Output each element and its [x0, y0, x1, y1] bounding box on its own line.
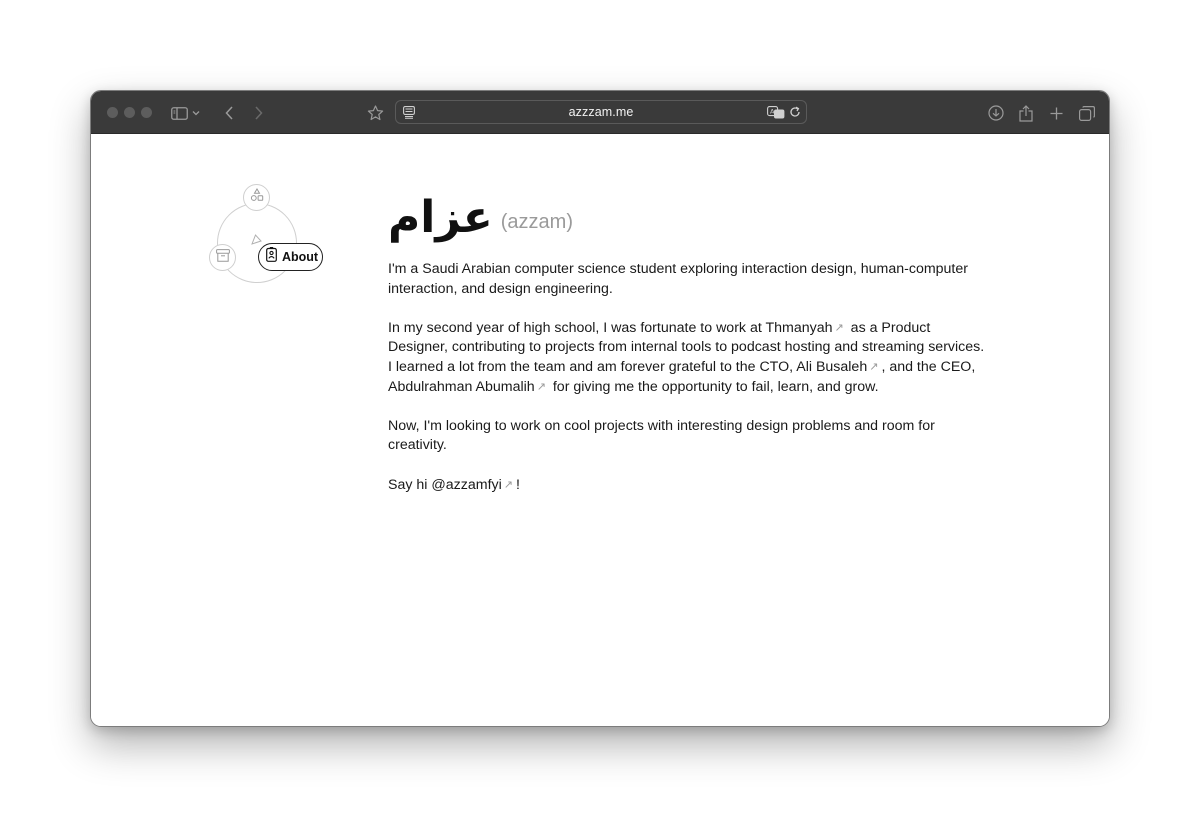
url-text: azzzam.me	[568, 105, 634, 119]
nav-item-projects[interactable]	[243, 184, 270, 211]
external-link-icon: ↗	[834, 321, 844, 334]
browser-window	[90, 90, 1110, 727]
badge-icon	[266, 247, 277, 267]
about-section	[388, 180, 988, 495]
experience-text-1: In my second year of high school, I was fortunate to work at	[388, 319, 766, 336]
star-icon[interactable]	[364, 102, 386, 124]
experience-text-4: for giving me the opportunity to fail, learn, and grow.	[548, 378, 879, 395]
thmanyah-link[interactable]: Thmanyah	[765, 319, 833, 336]
name-latin: (azzam)	[500, 211, 573, 233]
nav-wheel	[201, 182, 341, 292]
svg-text:A: A	[770, 107, 775, 115]
external-link-icon: ↗	[536, 380, 546, 393]
experience-text-2: as a Product Designer, contributing to projects from internal tools to podcast hosting and streaming services. I learned a lot from the team and am forever grateful to the CTO,	[388, 319, 985, 375]
close-window-button[interactable]	[107, 107, 118, 118]
experience-paragraph	[388, 319, 988, 397]
nav-item-about[interactable]	[258, 243, 323, 271]
nav-item-archive[interactable]	[209, 244, 236, 271]
name-arabic: عزام	[388, 192, 493, 243]
experience-text-3: , and the CEO,	[881, 358, 976, 375]
external-link-icon: ↗	[869, 360, 879, 373]
looking-paragraph: Now, I'm looking to work on cool projects with interesting design problems and room for creativity.	[388, 417, 935, 454]
reload-icon[interactable]	[785, 102, 805, 122]
contact-text-2: !	[515, 476, 520, 493]
download-icon[interactable]	[985, 102, 1007, 124]
contact-text-1: Say hi	[388, 476, 432, 493]
shapes-icon	[250, 188, 264, 207]
intro-paragraph: I'm a Saudi Arabian computer science student exploring interaction design, human-computer interaction, and design engineering.	[388, 261, 968, 297]
plus-icon[interactable]	[1045, 102, 1067, 124]
twitter-handle-link[interactable]: @azzamfyi	[431, 476, 502, 493]
tabs-icon[interactable]	[1076, 102, 1098, 124]
nav-active-label: About	[282, 250, 319, 264]
external-link-icon: ↗	[503, 478, 513, 491]
translate-icon[interactable]	[766, 102, 786, 122]
zoom-window-button[interactable]	[141, 107, 152, 118]
chevron-down-icon[interactable]	[190, 102, 202, 124]
browser-toolbar	[91, 91, 1109, 134]
sidebar-icon[interactable]	[168, 102, 190, 124]
archive-icon	[216, 249, 230, 267]
share-icon[interactable]	[1015, 102, 1037, 124]
ali-busaleh-link[interactable]: Ali Busaleh	[796, 358, 868, 375]
abdulrahman-abumalih-link[interactable]: Abdulrahman Abumalih	[388, 378, 535, 395]
minimize-window-button[interactable]	[124, 107, 135, 118]
address-bar[interactable]	[395, 100, 807, 124]
chevron-left-icon[interactable]	[218, 102, 240, 124]
chevron-right-icon[interactable]	[247, 102, 269, 124]
contact-paragraph	[388, 476, 988, 496]
page-content	[91, 134, 1109, 727]
page-title	[388, 180, 988, 243]
